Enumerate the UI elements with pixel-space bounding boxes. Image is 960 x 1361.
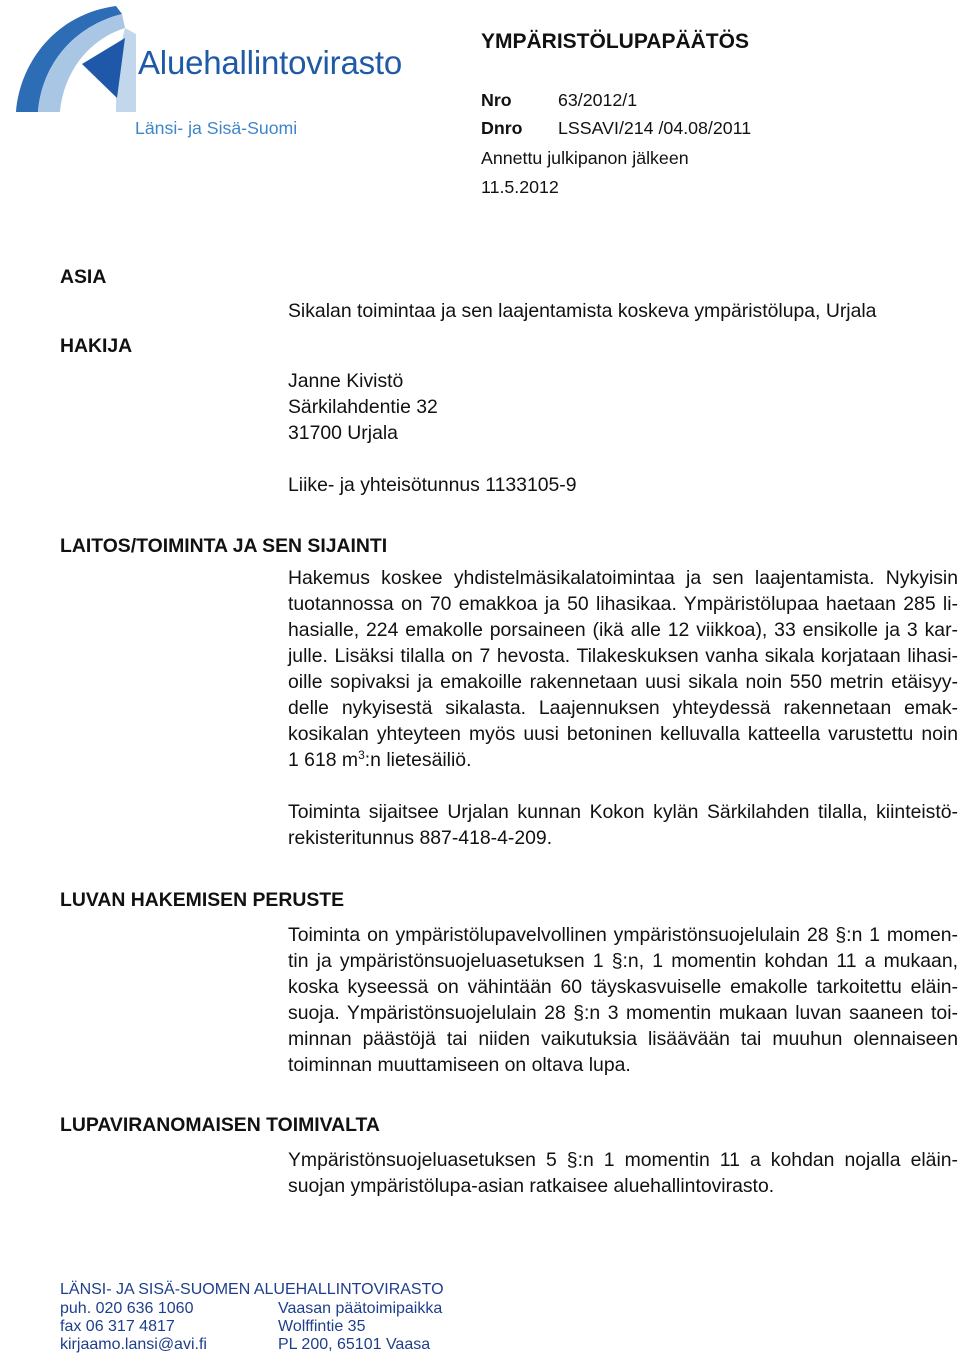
nro-label: Nro — [481, 90, 512, 110]
paragraph-line: koska kyseessä on vähintään 60 täyskasvuiselle emakolle tarkoitettu eläin- — [288, 976, 958, 998]
section-heading-toimivalta: LUPAVIRANOMAISEN TOIMIVALTA — [60, 1114, 380, 1136]
document-type-title: YMPÄRISTÖLUPAPÄÄTÖS — [481, 30, 749, 53]
applicant-postal: 31700 Urjala — [288, 422, 398, 444]
paragraph-line: julle. Lisäksi tilalla on 7 hevosta. Tilakeskuksen vanha sikala korjataan lihasi- — [288, 645, 958, 667]
peruste-paragraph — [288, 922, 958, 1078]
footer-po-box: PL 200, 65101 Vaasa — [278, 1336, 431, 1353]
paragraph-line: suojan ympäristölupa-asian ratkaisee aluehallintovirasto. — [288, 1175, 775, 1197]
paragraph-line: Ympäristönsuojeluasetuksen 5 §:n 1 momentin 11 a kohdan nojalla eläin- — [288, 1149, 958, 1171]
paragraph-line: Hakemus koskee yhdistelmäsikalatoimintaa ja sen laajentamista. Nykyisin — [288, 567, 958, 589]
paragraph-line: Toiminta sijaitsee Urjalan kunnan Kokon kylän Särkilahden tilalla, kiinteistö- — [288, 801, 958, 823]
dnro-value: LSSAVI/214 /04.08/2011 — [558, 118, 752, 138]
paragraph-line: toiminnan muuttamiseen on oltava lupa. — [288, 1054, 631, 1076]
section-heading-hakija: HAKIJA — [60, 335, 133, 357]
paragraph-line: delle nykyisestä sikalasta. Laajennuksen yhteydessä rakennetaan emak- — [288, 697, 958, 719]
paragraph-line: suoja. Ympäristönsuojelulain 28 §:n 3 momentin mukaan luvan saaneen toi- — [288, 1002, 958, 1024]
paragraph-line: kosikalan yhteyteen myös uusi betoninen kelluvalla katteella varustettu noin — [288, 723, 958, 745]
paragraph-line: tin ja ympäristönsuojeluasetuksen 1 §:n, 1 momentin kohdan 11 a mukaan, — [288, 950, 958, 972]
applicant-street: Särkilahdentie 32 — [288, 396, 438, 418]
paragraph-line: Toiminta on ympäristölupavelvollinen ympäristönsuojelulain 28 §:n 1 momen- — [288, 924, 958, 946]
laitos-paragraph-1 — [288, 565, 958, 773]
footer-office: Vaasan päätoimipaikka — [278, 1300, 443, 1317]
footer-street: Wolffintie 35 — [278, 1318, 366, 1335]
nro-value: 63/2012/1 — [558, 90, 638, 110]
paragraph-line: rekisteritunnus 887-418-4-209. — [288, 827, 553, 849]
asia-text: Sikalan toimintaa ja sen laajentamista koskeva ympäristölupa, Urjala — [288, 300, 877, 322]
applicant-name: Janne Kivistö — [288, 370, 404, 392]
laitos-paragraph-2 — [288, 799, 958, 851]
footer-phone: puh. 020 636 1060 — [60, 1300, 194, 1317]
section-heading-asia: ASIA — [60, 266, 107, 288]
applicant-business-id: Liike- ja yhteisötunnus 1133105-9 — [288, 474, 577, 496]
line-text: 1 618 m — [288, 749, 359, 771]
issued-date: 11.5.2012 — [481, 177, 559, 197]
section-heading-peruste: LUVAN HAKEMISEN PERUSTE — [60, 889, 345, 911]
section-heading-laitos: LAITOS/TOIMINTA JA SEN SIJAINTI — [60, 535, 388, 557]
agency-region: Länsi- ja Sisä-Suomi — [135, 118, 298, 138]
footer-email: kirjaamo.lansi@avi.fi — [60, 1336, 207, 1353]
line-text: :n lietesäiliö. — [364, 749, 472, 771]
paragraph-line: hasialle, 224 emakolle porsaineen (ikä alle 12 viikkoa), 33 ensikolle ja 3 kar- — [288, 619, 958, 641]
paragraph-line: tuotannossa on 70 emakkoa ja 50 lihasikaa. Ympäristölupaa haetaan 285 li- — [288, 593, 958, 615]
toimivalta-paragraph — [288, 1147, 958, 1199]
footer-agency-name: LÄNSI- JA SISÄ-SUOMEN ALUEHALLINTOVIRASTO — [60, 1281, 444, 1298]
dnro-label: Dnro — [481, 118, 523, 138]
superscript: 3 — [358, 748, 365, 762]
agency-name: Aluehallintovirasto — [138, 44, 403, 81]
paragraph-line-with-superscript — [288, 747, 958, 773]
paragraph-line: oille sopivaksi ja emakoille rakennetaan uusi sikala noin 550 metrin etäisyy- — [288, 671, 958, 693]
footer-fax: fax 06 317 4817 — [60, 1318, 175, 1335]
issued-note: Annettu julkipanon jälkeen — [481, 148, 689, 168]
aluehallintovirasto-logo-mark-icon — [12, 4, 138, 114]
paragraph-line: minnan päästöjä tai niiden vaikutuksia lisäävään tai muuhun olennaiseen — [288, 1028, 958, 1050]
